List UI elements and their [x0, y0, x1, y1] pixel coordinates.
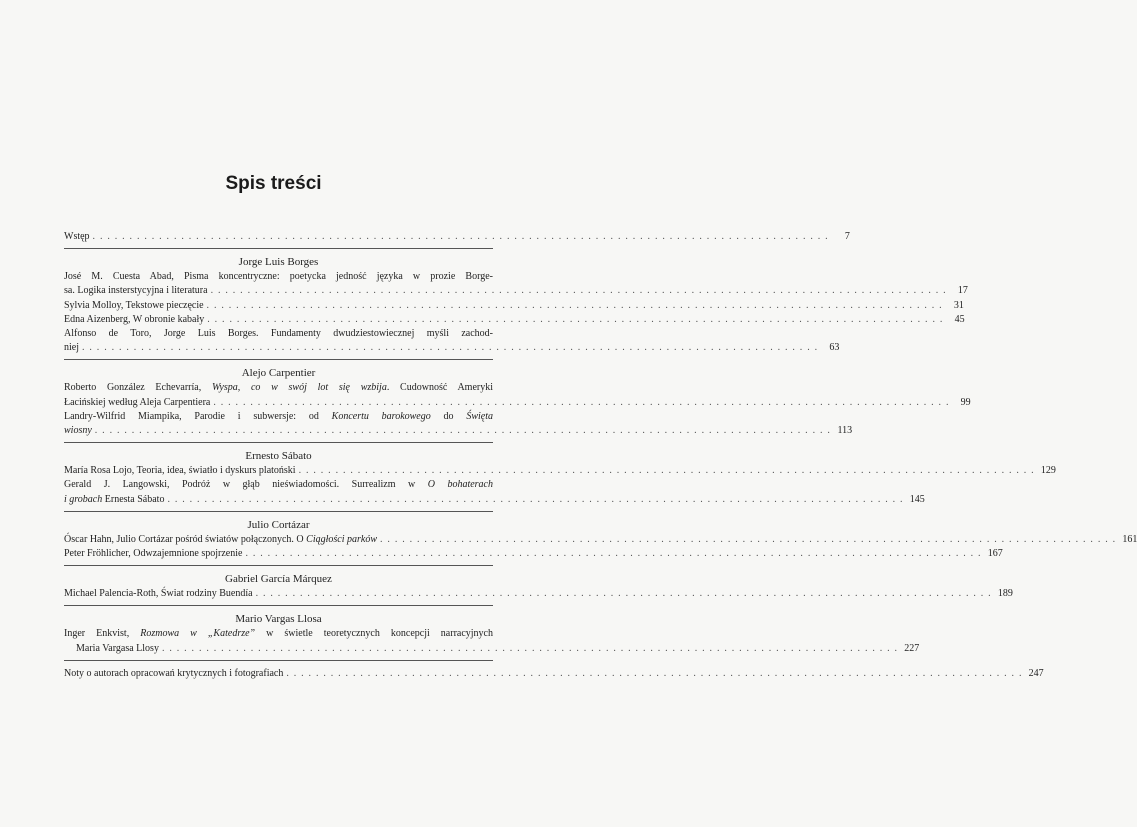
leader-dots [286, 667, 1022, 681]
toc-page-number: 247 [1028, 667, 1044, 679]
toc-entry-text: Michael Palencia-Roth, Świat rodziny Buendía [64, 588, 253, 600]
section-heading: Julio Cortázar [247, 518, 310, 531]
section-divider [64, 359, 493, 360]
section-divider [64, 248, 493, 249]
toc-entry-line: Alfonso de Toro, Jorge Luis Borges. Fundamenty dwudziestowiecznej myśli zachod- [64, 328, 493, 340]
leader-dots [207, 299, 943, 313]
leader-dots [245, 547, 981, 561]
toc-page-number: 31 [953, 299, 964, 311]
toc-entry [64, 299, 964, 313]
toc-entry-line: Landry-Wilfrid Miampika, Parodie i subwersje: od Koncertu barokowego do Święta [64, 410, 493, 422]
leader-dots [207, 313, 943, 327]
toc-page-number: 161 [1122, 533, 1137, 545]
leader-dots [93, 230, 829, 244]
table-of-contents [64, 230, 1137, 681]
toc-entry [64, 313, 965, 327]
toc-entry-line: niej [64, 342, 79, 354]
toc-entry [64, 410, 853, 438]
toc-entry-line: José M. Cuesta Abad, Pisma koncentryczne: poetycka jedność języka w prozie Borge- [64, 271, 493, 283]
toc-entry [64, 533, 1137, 547]
section-divider [64, 605, 493, 606]
section-heading: Gabriel García Márquez [225, 573, 332, 586]
toc-page-number: 129 [1040, 465, 1056, 477]
leader-dots [211, 284, 947, 298]
toc-page-number: 189 [997, 588, 1013, 600]
toc-entry [64, 627, 920, 655]
toc-entry-line: Maria Vargasa Llosy [76, 642, 159, 654]
toc-page-number: 145 [909, 493, 925, 505]
section-heading: Alejo Carpentier [241, 367, 316, 380]
leader-dots [380, 533, 1116, 547]
toc-entry-line: sa. Logika insterstycyjna i literatura [64, 285, 208, 297]
toc-entry-line: wiosny [64, 425, 92, 437]
toc-entry [64, 587, 1013, 601]
toc-entry-text: Wstęp [64, 231, 90, 242]
toc-page-number: 63 [829, 342, 840, 354]
toc-entry [64, 327, 840, 355]
section-divider [64, 565, 493, 566]
section-heading: Jorge Luis Borges [238, 256, 319, 269]
toc-entry [64, 270, 968, 298]
section-divider [64, 442, 493, 443]
toc-entry [64, 464, 1056, 478]
toc-entry-line: Łacińskiej według Aleja Carpentiera [64, 396, 211, 408]
leader-dots [95, 424, 831, 438]
toc-entry-text: Peter Fröhlicher, Odwzajemnione spojrzenie [64, 548, 243, 560]
leader-dots [213, 396, 949, 410]
toc-page-number: 113 [837, 425, 853, 437]
toc-entry [64, 478, 925, 506]
leader-dots [256, 587, 992, 601]
toc-entry-line: Inger Enkvist, Rozmowa w „Katedrze” w świetle teoretycznych koncepcji narracyjnych [64, 628, 493, 640]
toc-entry [64, 381, 971, 409]
toc-entry-notes [64, 667, 1044, 681]
leader-dots [299, 464, 1035, 478]
page-title: Spis treści [225, 173, 322, 194]
section-heading: Ernesto Sábato [245, 450, 312, 463]
leader-dots [82, 341, 818, 355]
toc-entry-text: Óscar Hahn, Julio Cortázar pośród światów połączonych. O Ciągłości parków [64, 533, 378, 545]
toc-entry [64, 547, 1003, 561]
toc-page-number: 167 [987, 548, 1003, 560]
toc-entry-text: María Rosa Lojo, Teoria, idea, światło i dyskurs platoński [64, 465, 296, 477]
toc-page-number: 227 [904, 642, 920, 654]
section-divider [64, 660, 493, 661]
toc-entry-text: Edna Aizenberg, W obronie kabały [64, 313, 205, 325]
toc-page-number: 7 [844, 231, 850, 242]
section-heading: Mario Vargas Llosa [235, 613, 322, 626]
section-divider [64, 511, 493, 512]
toc-entry-text: Sylvia Molloy, Tekstowe pieczęcie [64, 299, 204, 311]
toc-page-number: 17 [957, 285, 968, 297]
toc-page-number: 99 [960, 396, 971, 408]
leader-dots [167, 493, 903, 507]
toc-entry-text: Noty o autorach opracowań krytycznych i fotografiach [64, 667, 284, 679]
toc-entry-line: Roberto González Echevarría, Wyspa, co w swój lot się wzbija. Cudowność Ameryki [64, 382, 494, 394]
toc-entry-line: i grobach Ernesta Sábato [64, 493, 165, 505]
toc-entry-line: Gerald J. Langowski, Podróż w głąb nieświadomości. Surrealizm w O bohaterach [64, 479, 493, 491]
toc-entry-intro [64, 230, 850, 244]
leader-dots [162, 642, 898, 656]
toc-page-number: 45 [954, 313, 965, 325]
